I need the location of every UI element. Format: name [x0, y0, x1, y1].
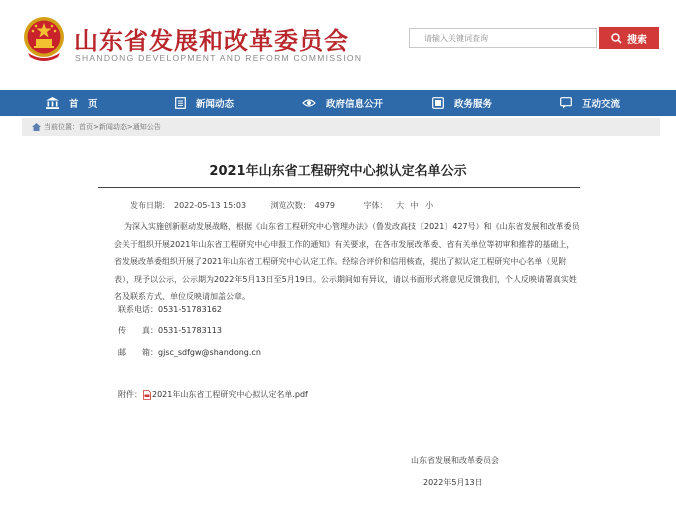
attachment-label: 附件：	[118, 390, 142, 399]
eye-icon	[302, 98, 316, 108]
national-emblem-icon	[22, 15, 66, 61]
nav-item-label: 互动交流	[582, 99, 621, 110]
breadcrumb-label: 当前位置：	[44, 123, 79, 131]
search-input[interactable]	[409, 28, 597, 48]
contact-phone	[118, 304, 222, 315]
nav-item-home[interactable]	[46, 90, 98, 116]
font-size-small[interactable]: 小	[425, 201, 434, 210]
main-nav	[0, 90, 676, 116]
date-value: 2022-05-13 15:03	[174, 201, 247, 210]
attachment	[118, 389, 308, 400]
service-icon	[432, 97, 444, 109]
article-meta	[130, 200, 439, 211]
article-title: 2021年山东省工程研究中心拟认定名单公示	[209, 164, 467, 179]
article-body: 为深入实施创新驱动发展战略，根据《山东省工程研究中心管理办法》（鲁发改高技〔2021〕427号）和《山东省发展和改革委员会关于组织开展2021年山东省工程研究中心申报工作的通知》有关要求，在各市发展改革委、省有关单位等初审和推荐的基础上，省发展改革委组织开展了2021年山东省工程研究中心认定工作。经综合评价和信用核查，提出了拟认定工程研究中心名单（见附表），现予以公示，公示期为2022年5月13日至5月19日。公示期间如有异议，请以书面形式将意见反馈我们，个人反映请署真实姓名及联系方式、单位反映请加盖公章。	[114, 222, 580, 301]
nav-item-label: 新闻动态	[196, 99, 235, 110]
phone-label: 联系电话：	[118, 305, 158, 314]
contact-email	[118, 347, 261, 358]
font-size-label: 字体：	[363, 201, 388, 210]
bank-icon	[46, 97, 59, 109]
email-label: 邮 箱：	[118, 348, 158, 357]
fax-value: 0531-51783113	[158, 326, 222, 335]
site-title[interactable]: 山东省发展和改革委员会	[74, 27, 349, 55]
contact-fax	[118, 325, 222, 336]
nav-item-gov-info[interactable]	[302, 90, 383, 116]
site-header	[0, 0, 676, 90]
home-icon	[32, 123, 41, 131]
nav-item-interaction[interactable]	[560, 90, 620, 116]
chat-icon	[560, 97, 572, 109]
font-size-switcher	[364, 201, 436, 210]
nav-item-news[interactable]	[175, 90, 234, 116]
search-button-label: 搜索	[627, 34, 647, 46]
signature-org: 山东省发展和改革委员会	[411, 456, 499, 465]
fax-label: 传 真：	[118, 326, 158, 335]
attachment-link[interactable]: 2021年山东省工程研究中心拟认定名单.pdf	[152, 390, 308, 399]
phone-value: 0531-51783162	[158, 305, 222, 314]
news-icon	[175, 97, 186, 109]
views-value: 4979	[314, 201, 335, 210]
search-icon	[611, 33, 622, 44]
breadcrumb	[22, 118, 660, 136]
font-size-large[interactable]: 大	[396, 201, 405, 210]
font-size-medium[interactable]: 中	[410, 201, 419, 210]
email-value: gjsc_sdfgw@shandong.cn	[158, 348, 261, 357]
breadcrumb-path[interactable]: 首页>新闻动态>通知公告	[79, 123, 161, 131]
nav-item-services[interactable]	[432, 90, 492, 116]
nav-item-label: 首 页	[69, 99, 98, 110]
title-divider	[98, 187, 580, 188]
pdf-file-icon	[143, 390, 151, 400]
signature-date: 2022年5月13日	[423, 478, 483, 487]
date-label: 发布日期：	[130, 201, 170, 210]
views-label: 浏览次数：	[270, 201, 311, 210]
search-button[interactable]	[599, 27, 659, 49]
site-subtitle: SHANDONG DEVELOPMENT AND REFORM COMMISSION	[75, 53, 363, 63]
nav-item-label: 政府信息公开	[326, 99, 384, 110]
nav-item-label: 政务服务	[454, 99, 493, 110]
